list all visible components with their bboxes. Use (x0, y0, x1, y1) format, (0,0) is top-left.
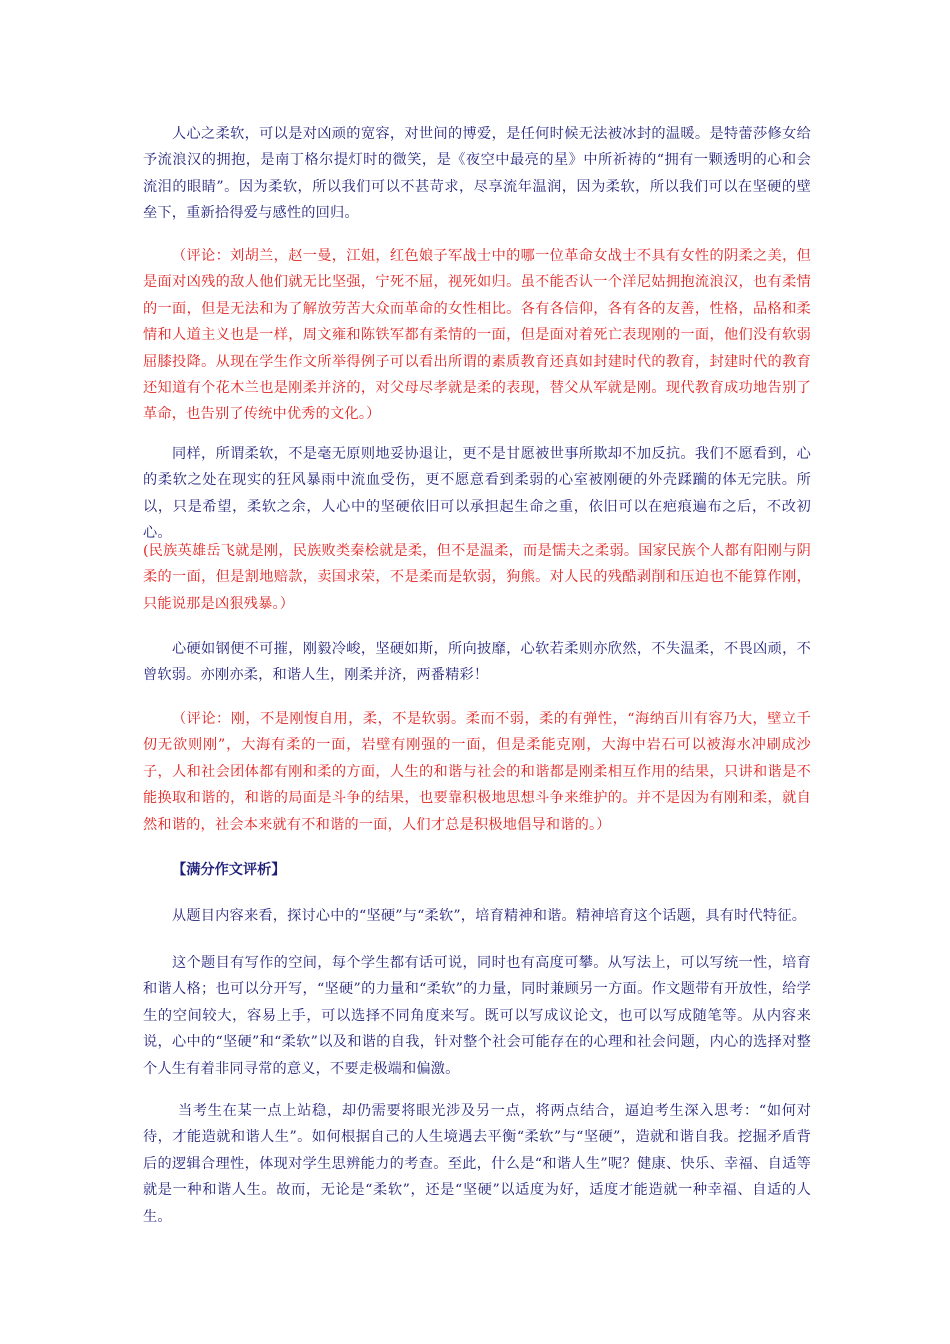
essay-paragraph-principle: 同样，所谓柔软，不是毫无原则地妥协退让，更不是甘愿被世事所欺却不加反抗。我们不愿看到，心的柔软之处在现实的狂风暴雨中流血受伤，更不愿意看到柔弱的心室被刚硬的外壳蹂躏的体无完肤。所以，只是希望，柔软之余，人心中的坚硬依旧可以承担起生命之重，依旧可以在疤痕遍布之后，不改初心。 (143, 446, 811, 542)
essay-paragraph-harmony: 心硬如钢便不可摧，刚毅冷峻，坚硬如斯，所向披靡，心软若柔则亦欣然，不失温柔，不畏凶顽，不曾软弱。亦刚亦柔，和谐人生，刚柔并济，两番精彩！ (143, 641, 811, 684)
section-heading-full-score-review: 【满分作文评析】 (172, 862, 286, 878)
review-paragraph-writing-space: 这个题目有写作的空间，每个学生都有话可说，同时也有高度可攀。从写法上，可以写统一性，培育和谐人格；也可以分开写，“坚硬”的力量和“柔软”的力量，同时兼顾另一方面。作文题带有开放性，给学生的空间较大，容易上手，可以选择不同角度来写。既可以写成议论文，也可以写成随笔等。从内容来说，心中的“坚硬”和“柔软”以及和谐的自我，针对整个社会可能存在的心理和社会问题，内心的选择对整个人生有着非同寻常的意义，不要走极端和偏激。 (143, 955, 811, 1077)
comment-paragraph-1: （评论：刘胡兰，赵一曼，江姐，红色娘子军战士中的哪一位革命女战士不具有女性的阴柔之美，但是面对凶残的敌人他们就无比坚强，宁死不屈，视死如归。虽不能否认一个洋尼姑拥抱流浪汉，也有柔情的一面，但是无法和为了解放劳苦大众而革命的女性相比。各有各信仰，各有各的友善，性格，品格和柔情和人道主义也是一样，周文雍和陈铁军都有柔情的一面，但是面对着死亡表现刚的一面，他们没有软弱屈膝投降。从现在学生作文所举得例子可以看出所谓的素质教育还真如封建时代的教育，封建时代的教育还知道有个花木兰也是刚柔并济的，对父母尽孝就是柔的表现，替父从军就是刚。现代教育成功地告别了革命，也告别了传统中优秀的文化。） (143, 248, 811, 423)
comment-paragraph-3: （评论：刚，不是刚愎自用，柔，不是软弱。柔而不弱，柔的有弹性，“海纳百川有容乃大，壁立千仞无欲则刚”，大海有柔的一面，岩壁有刚强的一面，但是柔能克刚，大海中岩石可以被海水冲刷成沙子，人和社会团体都有刚和柔的方面，人生的和谐与社会的和谐都是刚柔相互作用的结果，只讲和谐是不能换取和谐的，和谐的局面是斗争的结果，也要靠积极地思想斗争来维护的。并不是因为有刚和柔，就自然和谐的，社会本来就有不和谐的一面，人们才总是积极地倡导和谐的。） (143, 711, 811, 833)
essay-paragraph-softness: 人心之柔软，可以是对凶顽的宽容，对世间的博爱，是任何时候无法被冰封的温暖。是特蕾莎修女给予流浪汉的拥抱，是南丁格尔提灯时的微笑，是《夜空中最亮的星》中所祈祷的“拥有一颗透明的心和会流泪的眼睛”。因为柔软，所以我们可以不甚苛求，尽享流年温润，因为柔软，所以我们可以在坚硬的壁垒下，重新拾得爱与感性的回归。 (143, 126, 811, 222)
comment-paragraph-2: (民族英雄岳飞就是刚，民族败类秦桧就是柔，但不是温柔，而是懦夫之柔弱。国家民族个人都有阳刚与阴柔的一面，但是割地赔款，卖国求荣，不是柔而是软弱，狗熊。对人民的残酷剥削和压迫也不能算作刚，只能说那是凶狠残暴。） (143, 543, 811, 612)
review-paragraph-harmonious-life: 当考生在某一点上站稳，却仍需要将眼光涉及另一点，将两点结合，逼迫考生深入思考：“如何对待，才能造就和谐人生”。如何根据自己的人生境遇去平衡“柔软”与“坚硬”，造就和谐自我。挖掘矛盾背后的逻辑合理性，体现对学生思辨能力的考查。至此，什么是“和谐人生”呢？健康、快乐、幸福、自适等就是一种和谐人生。故而，无论是“柔软”，还是“坚硬”以适度为好，适度才能造就一种幸福、自适的人生。 (143, 1103, 811, 1225)
review-paragraph-topic: 从题目内容来看，探讨心中的“坚硬”与“柔软”，培育精神和谐。精神培育这个话题，具有时代特征。 (172, 908, 807, 924)
